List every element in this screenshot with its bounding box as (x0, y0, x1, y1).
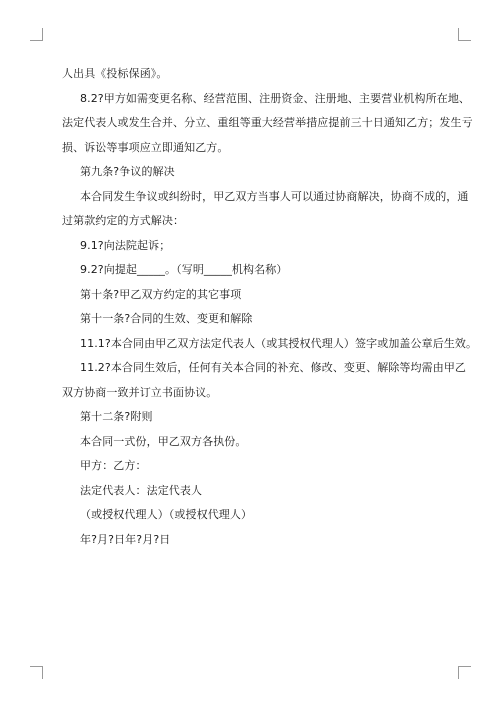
crop-mark-bottom-right (458, 666, 471, 679)
section-heading: 第九条?争议的解决 (80, 165, 175, 178)
text-line: 损、诉讼等事项应立即通知乙方。 (62, 140, 229, 154)
text-line: 人出具《投标保函》。 (62, 67, 168, 80)
text-line: 9.1?向法院起诉； (80, 238, 171, 252)
crop-mark-bottom-left (30, 666, 43, 679)
text-line: 本合同发生争议或纠纷时，甲乙双方当事人可以通过协商解决，协商不成的，通 (80, 189, 469, 203)
text-line: 双方协商一致并订立书面协议。 (62, 385, 218, 399)
document-body (62, 62, 478, 552)
text-line: 11.1?本合同由甲乙双方法定代表人（或其授权代理人）签字或加盖公章后生效。 (80, 336, 478, 350)
signature-parties: 甲方：乙方： (80, 459, 147, 472)
text-line: 11.2?本合同生效后，任何有关本合同的补充、修改、变更、解除等均需由甲乙 (80, 361, 467, 374)
text-line: 法定代表人或发生合并、分立、重组等重大经营举措应提前三十日通知乙方；发生亏 (62, 116, 473, 129)
signature-dates: 年?月?日年?月?日 (80, 532, 171, 546)
crop-mark-top-left (30, 28, 43, 41)
text-line: 9.2?向提起_____。（写明_____机构名称） (80, 263, 288, 276)
text-line: 过第款约定的方式解决： (62, 214, 185, 227)
signature-representatives: 法定代表人：法定代表人 (80, 483, 203, 497)
section-heading: 第十二条?附则 (80, 410, 153, 423)
signature-agents: （或授权代理人）（或授权代理人） (80, 508, 253, 521)
section-heading: 第十一条?合同的生效、变更和解除 (80, 312, 253, 325)
text-line: 8.2?甲方如需变更名称、经营范围、注册资金、注册地、主要营业机构所在地、 (80, 91, 471, 105)
text-line: 本合同一式份，甲乙双方各执份。 (80, 434, 247, 448)
crop-mark-top-right (458, 28, 471, 41)
section-heading: 第十条?甲乙双方约定的其它事项 (80, 287, 242, 301)
